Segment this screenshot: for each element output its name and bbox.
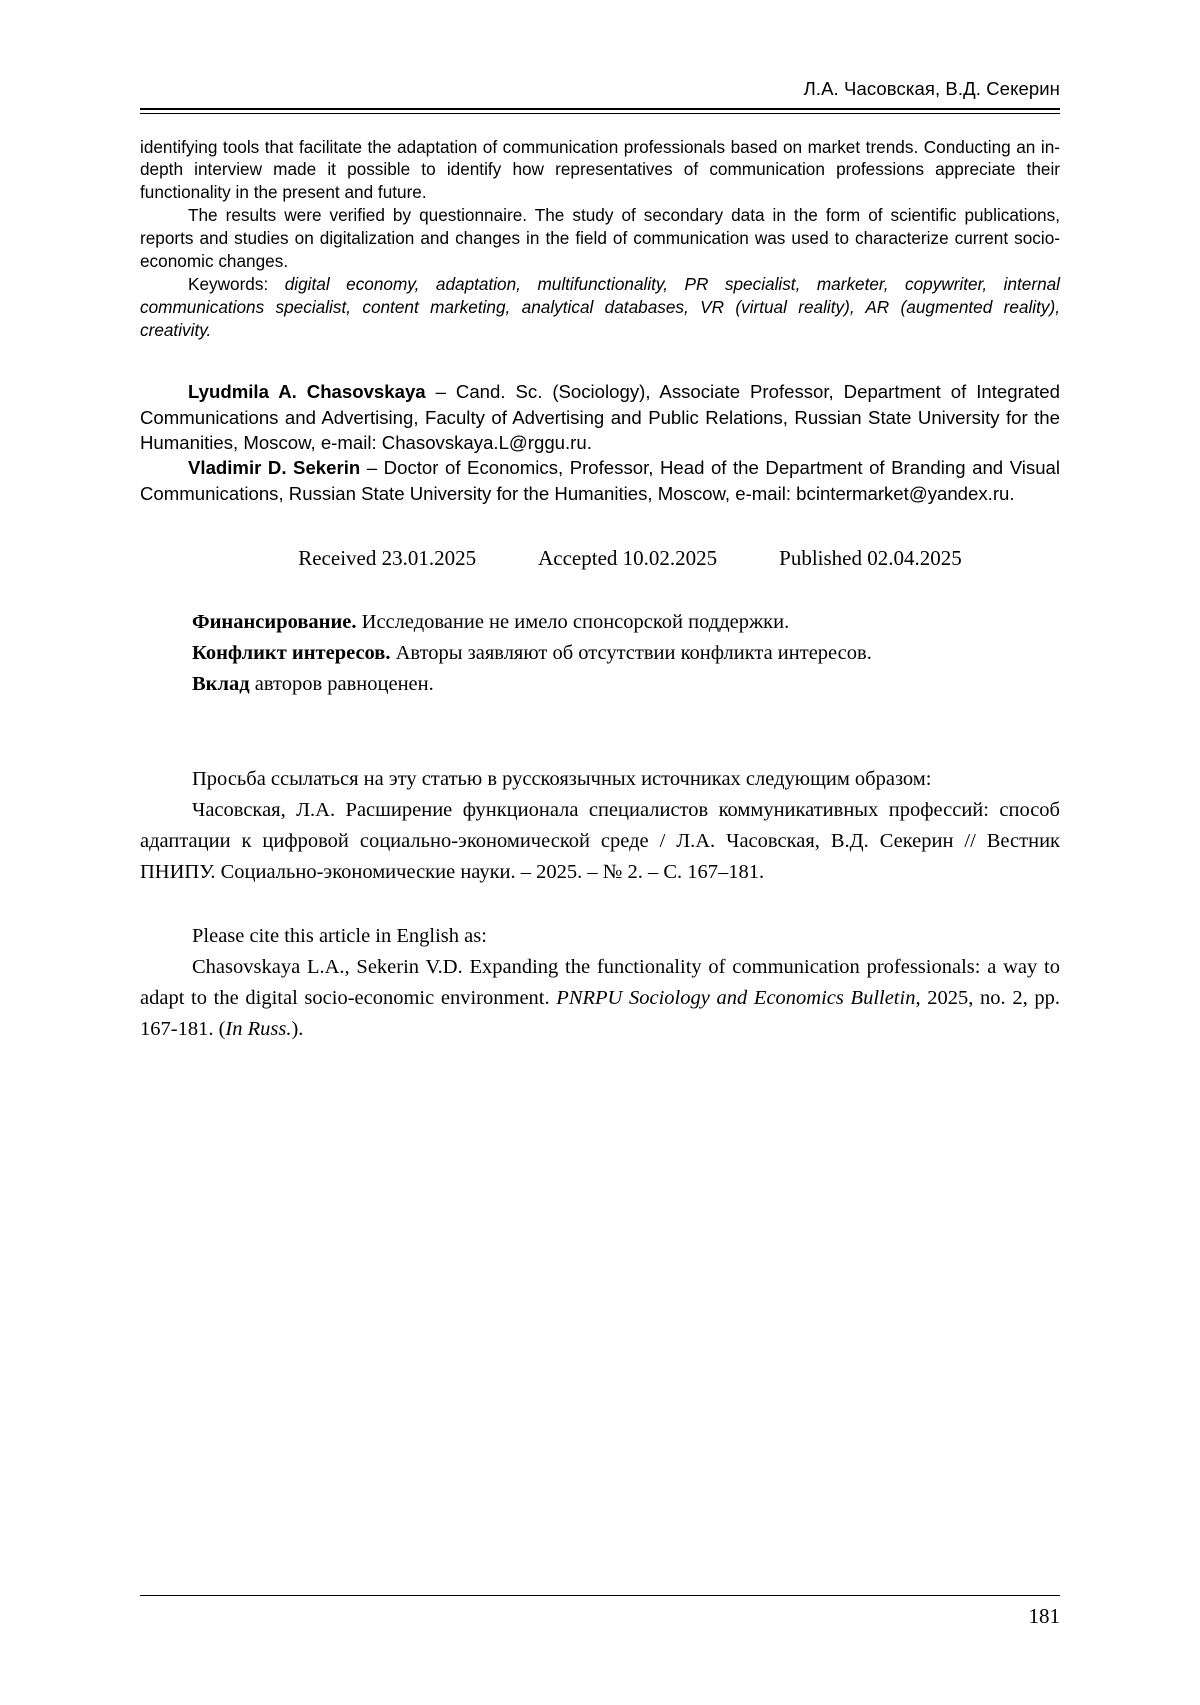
date-published: Published 02.04.2025 <box>779 545 962 570</box>
author-name: Vladimir D. Sekerin <box>188 457 361 479</box>
citation-en-intro: Please cite this article in English as: <box>192 925 487 948</box>
author-details: – Doctor of Economics, Professor, Head of the Department of Branding and Visual Communications, Russian State University for the Humanities, Moscow, e-mail: bcintermarket@yandex.ru. <box>140 457 1061 504</box>
header-divider <box>140 108 1060 114</box>
note-label: Вклад <box>192 673 250 696</box>
abstract-paragraph-2: The results were verified by questionnaire. The study of secondary data in the form of scientific publications, reports and studies on digitalization and changes in the field of communication was used to characterize current socio-economic changes. <box>140 205 1060 271</box>
note-text: авторов равноценен. <box>249 673 434 696</box>
citation-ru-intro: Просьба ссылаться на эту статью в русскоязычных источниках следующим образом: <box>192 768 932 791</box>
date-accepted: Accepted 10.02.2025 <box>538 545 718 570</box>
abstract-block <box>140 136 1060 342</box>
note-label: Финансирование. <box>192 610 357 633</box>
publication-dates <box>140 546 1060 571</box>
date-received: Received 23.01.2025 <box>298 545 477 570</box>
note-conflict <box>140 638 1060 669</box>
page-footer <box>140 1595 1060 1629</box>
note-text: Исследование не имело спонсорской поддержки. <box>356 610 790 633</box>
note-text: Авторы заявляют об отсутствии конфликта интересов. <box>390 641 872 664</box>
note-label: Конфликт интересов. <box>192 641 391 664</box>
author-details: – Cand. Sc. (Sociology), Associate Professor, Department of Integrated Communications and Advertising, Faculty of Advertising and Public Relations, Russian State University for the Humanities, Moscow, e-mail: Chasovskaya.L@rggu.ru. <box>140 381 1060 453</box>
citation-en-part3: ). <box>291 1017 304 1040</box>
author-entry <box>140 455 1060 506</box>
notes-block <box>140 607 1060 700</box>
running-head: Л.А. Часовская, В.Д. Секерин <box>803 78 1060 99</box>
footer-divider <box>140 1595 1060 1596</box>
page-content <box>140 78 1060 1044</box>
author-name: Lyudmila A. Chasovskaya <box>188 381 426 403</box>
citation-ru-body: Часовская, Л.А. Расширение функционала специалистов коммуникативных профессий: способ адаптации к цифровой социально-экономической среде / Л.А. Часовская, В.Д. Секерин // Вестник ПНИПУ. Социально-экономические науки. – 2025. – № 2. – С. 167–181. <box>140 799 1060 883</box>
citation-en-part2: , 2025, no. 2, pp. 167-181. ( <box>140 986 1060 1040</box>
authors-block <box>140 379 1060 505</box>
abstract-paragraph-1: identifying tools that facilitate the adaptation of communication professionals based on market trends. Conducting an in-depth interview made it possible to identify how representatives of communication professions appreciate their functionality in the present and future. <box>140 136 1060 203</box>
author-entry <box>140 379 1060 455</box>
citation-en-journal: PNRPU Sociology and Economics Bulletin <box>556 986 916 1009</box>
note-funding <box>140 607 1060 638</box>
page-number: 181 <box>1028 1604 1060 1628</box>
citation-en-body <box>140 952 1060 1044</box>
citation-russian <box>140 764 1060 887</box>
keywords-paragraph <box>140 273 1060 342</box>
note-contribution <box>140 669 1060 700</box>
keywords-value: digital economy, adaptation, multifunctionality, PR specialist, marketer, copywriter, internal communications specialist, content marketing, analytical databases, VR (virtual reality), AR (augmented reality), creativity. <box>140 273 1061 340</box>
citation-english <box>140 921 1060 1044</box>
keywords-label: Keywords: <box>188 273 285 294</box>
citation-en-in-russ: In Russ. <box>225 1017 292 1040</box>
citation-en-part1: Chasovskaya L.A., Sekerin V.D. Expanding the functionality of communication professionals: a way to adapt to the digital socio-economic environment. <box>140 956 1060 1009</box>
